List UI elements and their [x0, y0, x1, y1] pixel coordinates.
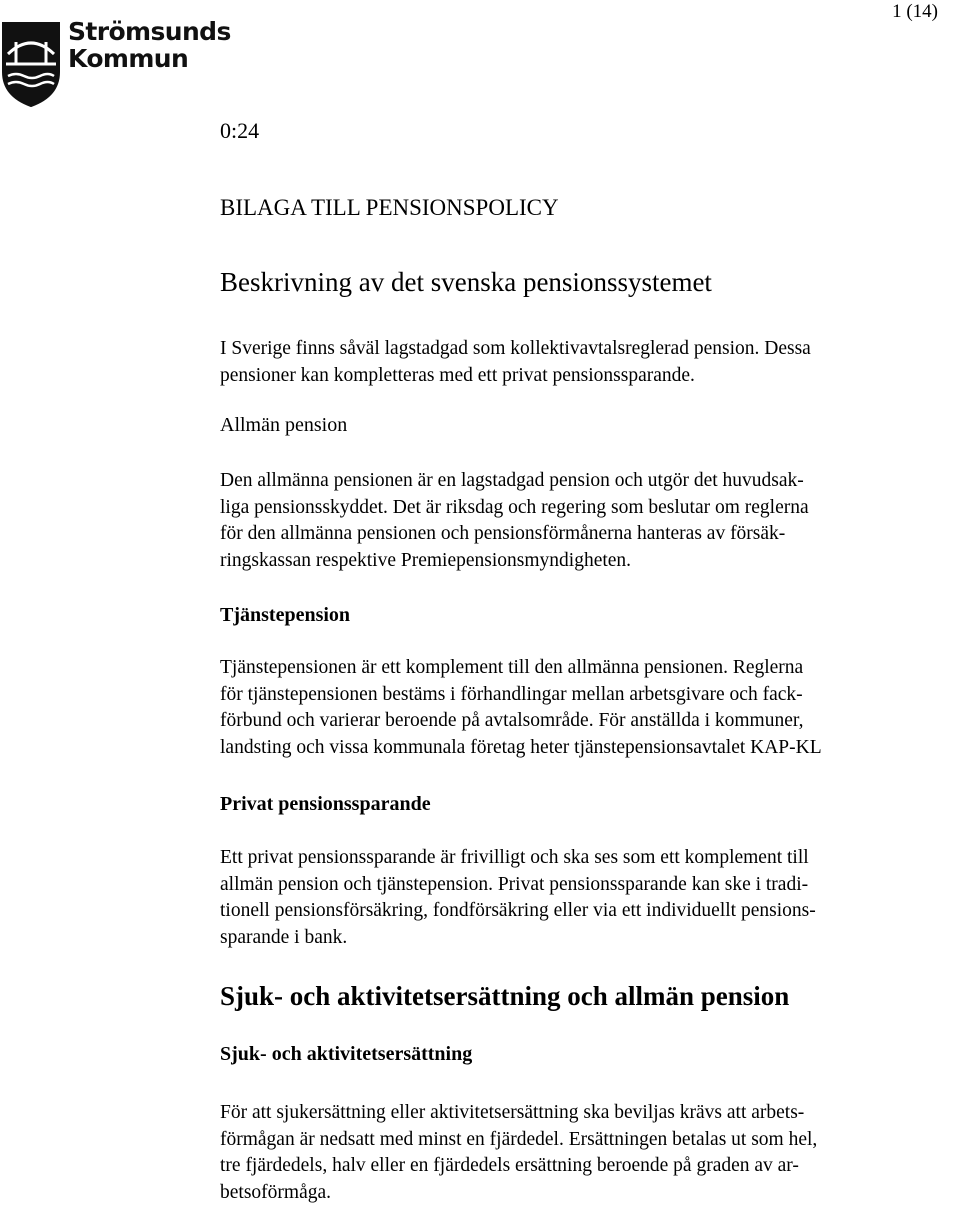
document-number: 0:24 [220, 118, 260, 143]
text-line: allmän pension och tjänstepension. Privat pensionssparande kan ske i tradi- [220, 873, 809, 895]
text-line: förmågan är nedsatt med minst en fjärdedel. Ersättningen betalas ut som hel, [220, 1128, 818, 1150]
privat-paragraph [220, 845, 960, 951]
section-title-sjuk-aktivitet: Sjuk- och aktivitetsersättning och allmän pension [220, 981, 790, 1011]
text-line: tre fjärdedels, halv eller en fjärdedels ersättning beroende på graden av ar- [220, 1155, 799, 1176]
intro-paragraph [220, 336, 960, 389]
text-line: pensioner kan kompletteras med ett privat pensionssparande. [220, 364, 695, 386]
logo-line-1: Strömsunds [68, 17, 231, 46]
text-line: betsoförmåga. [220, 1181, 332, 1203]
text-line: tionell pensionsförsäkring, fondförsäkring eller via ett individuellt pensions- [220, 900, 816, 921]
text-line: för tjänstepensionen bestäms i förhandlingar mellan arbetsgivare och fack- [220, 683, 803, 705]
page-number: 1 (14) [892, 1, 938, 22]
text-line: I Sverige finns såväl lagstadgad som kollektivavtalsreglerad pension. Dessa [220, 338, 811, 359]
text-line: liga pensionsskyddet. Det är riksdag och regering som beslutar om reglerna [220, 496, 809, 518]
logo-line-2: Kommun [68, 44, 189, 73]
logo-wordmark [68, 18, 231, 72]
text-line: förbund och varierar beroende på avtalsområde. För anställda i kommuner, [220, 710, 804, 731]
text-line: Ett privat pensionssparande är frivilligt och ska ses som ett komplement till [220, 847, 809, 868]
text-line: landsting och vissa kommunala företag heter tjänstepensionsavtalet KAP-KL [220, 736, 822, 758]
tjanste-paragraph [220, 655, 960, 761]
allman-paragraph [220, 468, 960, 574]
sjuk-paragraph [220, 1100, 960, 1206]
text-line: för den allmänna pensionen och pensionsförmånerna hanteras av försäk- [220, 523, 786, 544]
heading-privat-pensionssparande: Privat pensionssparande [220, 793, 431, 815]
text-line: sparande i bank. [220, 926, 348, 948]
heading-sjuk-aktivitetsersattning: Sjuk- och aktivitetsersättning [220, 1043, 473, 1065]
annex-title: BILAGA TILL PENSIONSPOLICY [220, 195, 559, 220]
text-line: För att sjukersättning eller aktivitetsersättning ska beviljas krävs att arbets- [220, 1102, 805, 1123]
text-line: Den allmänna pensionen är en lagstadgad pension och utgör det huvudsak- [220, 470, 804, 491]
coat-of-arms-icon [0, 20, 62, 108]
heading-tjanstepension: Tjänstepension [220, 604, 351, 626]
section-title-pension-system: Beskrivning av det svenska pensionssystemet [220, 267, 712, 297]
heading-allman-pension: Allmän pension [220, 414, 348, 436]
text-line: ringskassan respektive Premiepensionsmyndigheten. [220, 549, 632, 571]
text-line: Tjänstepensionen är ett komplement till den allmänna pensionen. Reglerna [220, 657, 804, 678]
municipality-logo [0, 17, 231, 113]
